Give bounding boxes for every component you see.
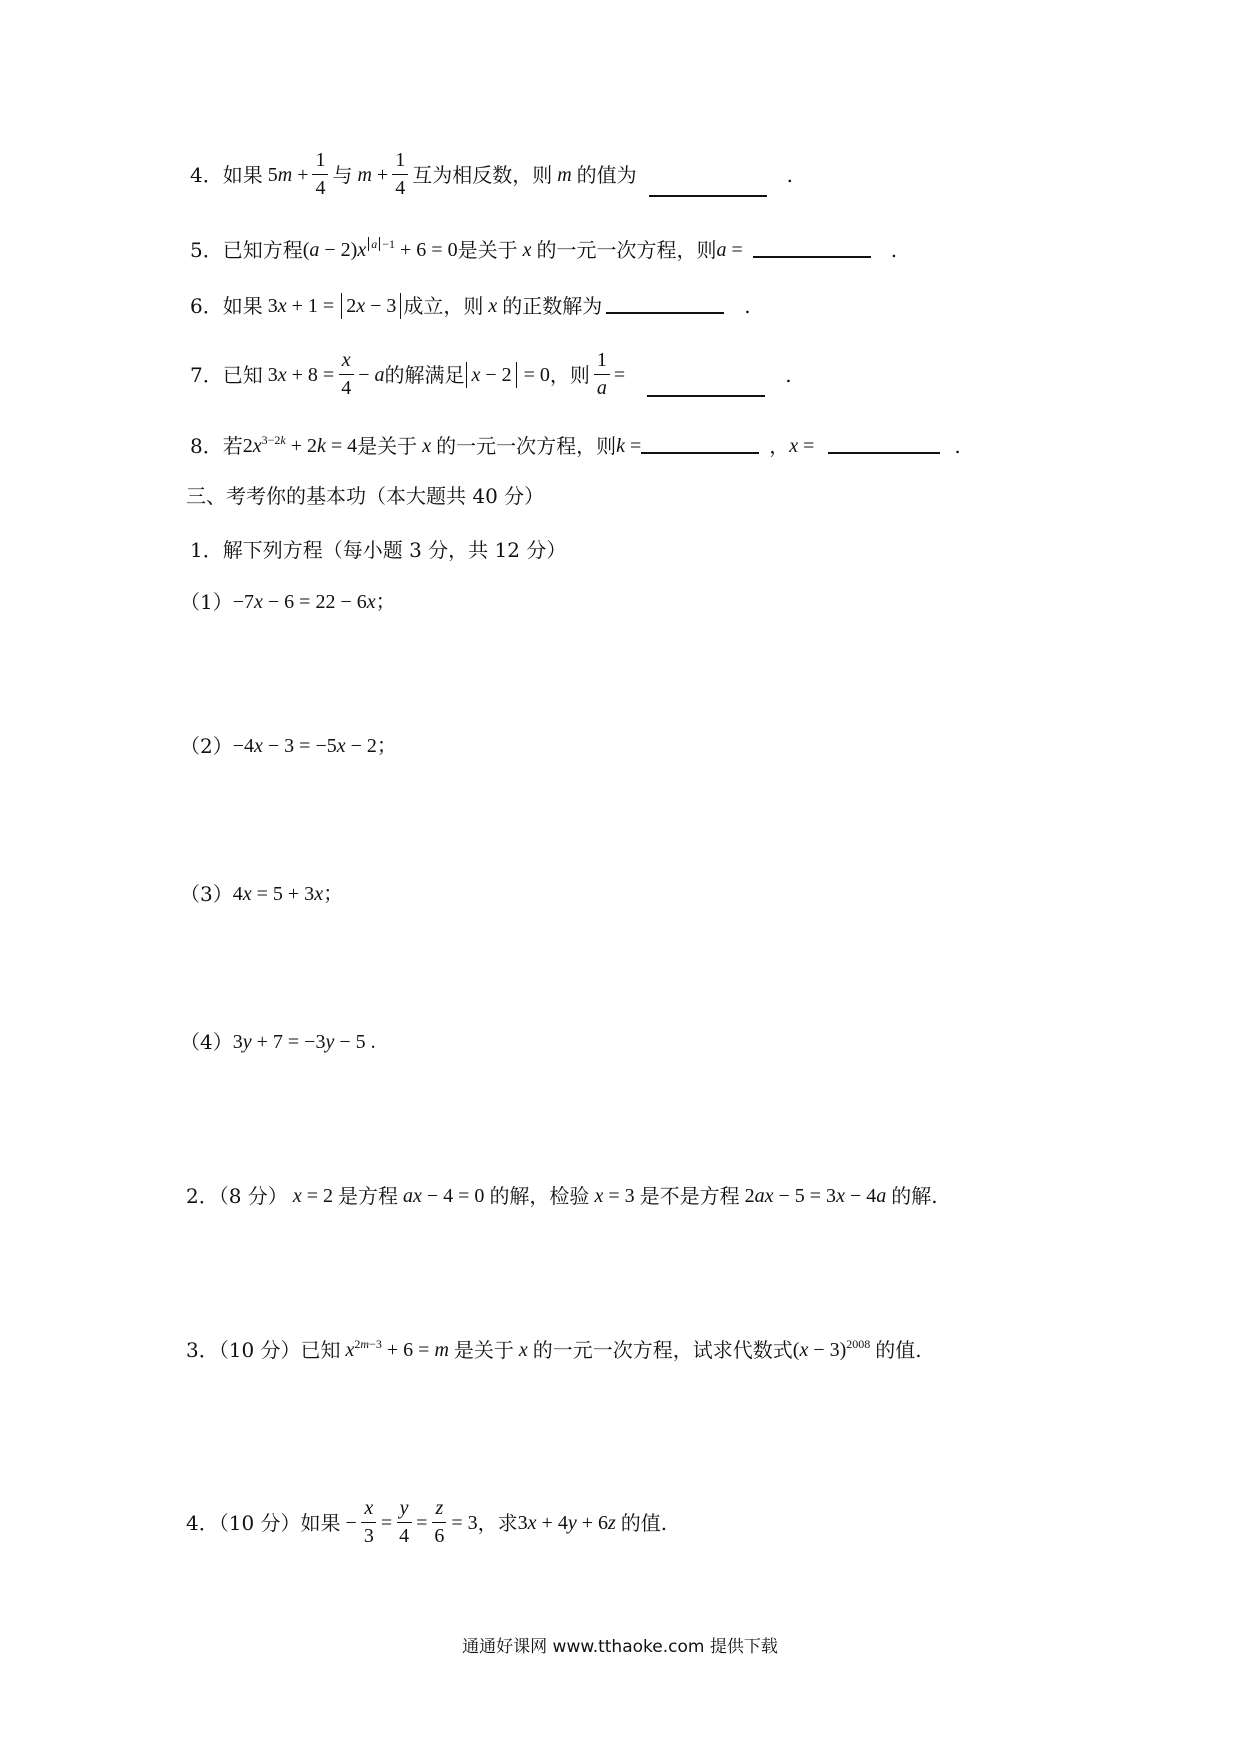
- q5-text-3: 的一元一次方程，则: [536, 238, 717, 262]
- q8-x-answer-blank[interactable]: [828, 452, 940, 454]
- problem-2-text-4: 的解.: [891, 1184, 938, 1208]
- q7-period: .: [785, 362, 792, 387]
- problem-1-title: 1．解下列方程（每小题 3 分，共 12 分）: [190, 538, 567, 562]
- problem-4-text-2: 的值.: [620, 1510, 668, 1535]
- q8-var-x: x: [417, 435, 437, 457]
- q8-text-1: 若: [222, 434, 243, 458]
- q4-text-1: 如果: [222, 162, 263, 187]
- problem-4-expression: 3x + 4y + 6z: [517, 1511, 616, 1534]
- section-3-heading: [186, 486, 544, 506]
- problem-4-lead: 4．（10 分）如果: [186, 1510, 341, 1535]
- q5-text-2: 是关于: [457, 238, 518, 262]
- q4-number: 4．: [190, 162, 223, 187]
- q8-number: 8．: [190, 434, 223, 458]
- problem-4-fraction-x3: $\frac{x}{3}$: [361, 1498, 377, 1547]
- part-3-label: （3）: [180, 882, 233, 906]
- problem-2-text-1: 是方程: [337, 1184, 398, 1208]
- problem-1-part-4: [180, 1032, 376, 1052]
- problem-4-minus: −: [340, 1511, 357, 1534]
- problem-3: [186, 1337, 922, 1362]
- problem-2-x3: x = 3: [594, 1185, 640, 1207]
- problem-1-part-3: [180, 884, 343, 904]
- q7-answer-blank[interactable]: [647, 395, 765, 397]
- q4-text-2: 与: [332, 162, 353, 187]
- problem-2: [186, 1186, 938, 1206]
- problem-1-heading: [190, 540, 566, 560]
- part-4-equation: 3y + 7 = −3y − 5 .: [232, 1031, 376, 1053]
- q7-number: 7．: [190, 362, 223, 387]
- q8-equation: $2x^{3-2k} + 2k = 4$: [242, 433, 358, 457]
- problem-2-text-2: 的解，检验: [489, 1184, 590, 1208]
- q8-period: .: [954, 434, 961, 458]
- q7-fraction-1a: $\frac{1}{a}$: [594, 350, 610, 399]
- problem-3-lead: 3．（10 分）已知: [186, 1338, 341, 1362]
- q6-text-2: 成立，则: [403, 294, 484, 318]
- q6-equation: 3x + 1 = 2x − 3: [263, 296, 404, 316]
- q6-text-1: 如果: [222, 294, 263, 318]
- q4-expr-2: m +: [357, 163, 389, 186]
- problem-2-equation-2: 2ax − 5 = 3x − 4a: [739, 1185, 887, 1207]
- q7-text-2: 的解满足: [384, 362, 465, 387]
- problem-3-equation: $x^{2m-3} + 6 = m$: [345, 1337, 449, 1361]
- q5-equation: (a − 2)x $^{a -1}$ + 6 = 0: [302, 237, 458, 261]
- q7-text-3: ，则: [549, 362, 590, 387]
- part-1-label: （1）: [180, 590, 233, 614]
- part-2-equation: −4x − 3 = −5x − 2；: [232, 735, 397, 757]
- q6-number: 6．: [190, 294, 223, 318]
- q6-text-3: 的正数解为: [502, 294, 603, 318]
- problem-4-fraction-y4: $\frac{y}{4}$: [396, 1498, 412, 1547]
- q4-answer-blank[interactable]: [649, 195, 767, 197]
- problem-2-x2: x = 2: [292, 1185, 338, 1207]
- q5-var-x: x: [517, 239, 537, 261]
- problem-1-part-1: [180, 592, 396, 612]
- q4-text-3: 互为相反数，则: [412, 162, 553, 187]
- part-1-equation: −7x − 6 = 22 − 6x；: [232, 591, 396, 613]
- part-4-label: （4）: [180, 1030, 233, 1054]
- q7-equation-left: 3x + 8 =: [262, 363, 335, 386]
- q7-equals: =: [613, 363, 626, 386]
- q5-period: .: [890, 238, 898, 262]
- q8-k-answer-blank[interactable]: [641, 452, 759, 454]
- q4-var-m: m: [552, 163, 577, 186]
- q8-text-2: 是关于: [357, 434, 418, 458]
- question-5: [190, 237, 898, 262]
- page-footer: 通通好课网 www.tthaoke.com 提供下载: [462, 1637, 778, 1657]
- problem-1-part-2: [180, 736, 397, 756]
- q5-answer-blank[interactable]: [753, 256, 871, 258]
- question-7: [190, 350, 792, 399]
- q7-abs-condition: x − 2 = 0: [464, 365, 549, 385]
- q4-fraction-2: $\frac{1}{4}$: [392, 150, 408, 199]
- q4-expr-1: 5m +: [262, 163, 309, 186]
- q7-equation-right: − a: [358, 363, 385, 386]
- problem-3-expression: $(x - 3)^{2008}$: [792, 1337, 871, 1361]
- part-3-equation: 4x = 5 + 3x；: [232, 883, 344, 905]
- q5-number: 5．: [190, 238, 223, 262]
- q4-period: .: [786, 162, 794, 187]
- q7-text-1: 已知: [222, 362, 263, 387]
- q6-answer-blank[interactable]: [606, 312, 724, 314]
- problem-2-equation-1: ax − 4 = 0: [402, 1185, 490, 1207]
- problem-4-text-1: ，求: [477, 1510, 518, 1535]
- q8-var-k: k =: [616, 435, 642, 457]
- q7-fraction-x4: $\frac{x}{4}$: [338, 350, 354, 399]
- q6-var-x: x: [483, 295, 503, 317]
- problem-4-fraction-z6: $\frac{z}{6}$: [434, 1497, 445, 1547]
- problem-4-equals-3: = 3: [451, 1511, 478, 1534]
- q4-text-4: 的值为: [576, 162, 637, 187]
- q8-comma: ，: [769, 434, 790, 458]
- q8-var-x-eq: x =: [789, 435, 815, 457]
- problem-3-text-1: 是关于: [453, 1338, 514, 1362]
- problem-2-lead: 2．（8 分）: [186, 1184, 288, 1208]
- q4-fraction-1: $\frac{1}{4}$: [312, 150, 328, 199]
- question-8: [190, 433, 961, 458]
- problem-3-var-x: x: [513, 1339, 533, 1361]
- problem-3-text-3: 的值.: [875, 1338, 922, 1362]
- q8-text-3: 的一元一次方程，则: [436, 434, 617, 458]
- problem-4: 4．（10 分）如果 − $\frac{x}{3}$ = $\frac{y}{4}$ = $\frac{z}{6}$ = 3 ，求 3x + 4y + 6z 的值.: [186, 1497, 668, 1547]
- problem-2-text-3: 是不是方程: [639, 1184, 740, 1208]
- part-2-label: （2）: [180, 734, 233, 758]
- q5-var-a: a =: [716, 239, 743, 261]
- question-4: [190, 150, 793, 199]
- section-3-title: 三、考考你的基本功（本大题共 40 分）: [186, 484, 545, 508]
- q6-period: .: [744, 294, 751, 318]
- problem-3-text-2: 的一元一次方程，试求代数式: [532, 1338, 793, 1362]
- q5-text-1: 已知方程: [222, 238, 303, 262]
- question-6: [190, 296, 751, 316]
